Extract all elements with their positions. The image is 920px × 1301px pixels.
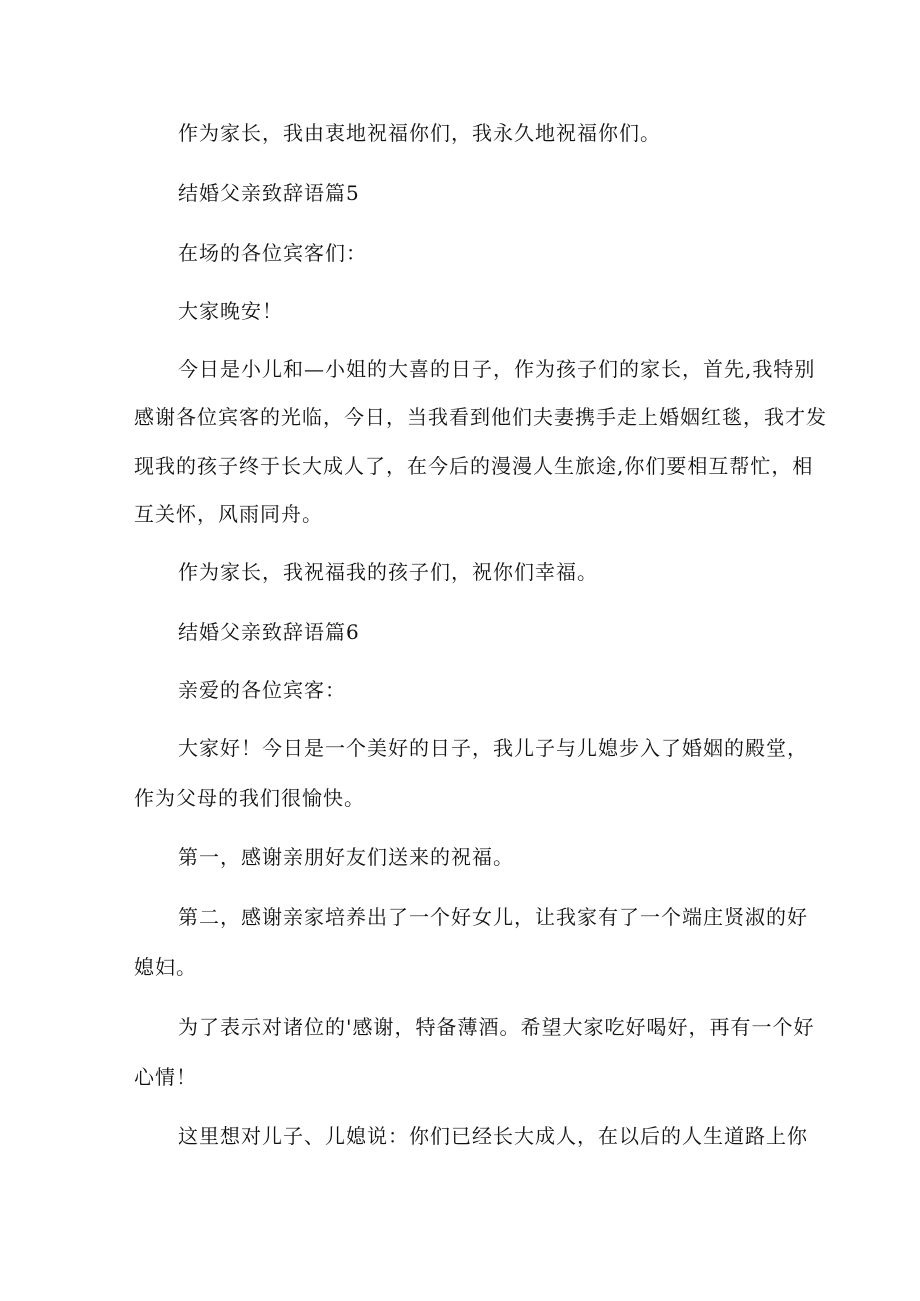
text-line: 为了表示对诸位的'感谢，特备薄酒。希望大家吃好喝好，再有一个好 [178, 1015, 815, 1039]
text-line: 亲爱的各位宾客： [178, 678, 346, 702]
text-line: 大家好！今日是一个美好的日子，我儿子与儿媳步入了婚姻的殿堂， [178, 736, 808, 760]
text-line: 今日是小儿和—小姐的大喜的日子，作为孩子们的家长，首先,我特别 [178, 357, 816, 381]
text-line: 第一，感谢亲朋好友们送来的祝福。 [178, 845, 514, 869]
text-line: 感谢各位宾客的光临，今日，当我看到他们夫妻携手走上婚姻红毯，我才发 [134, 405, 827, 429]
text-line: 作为家长，我祝福我的孩子们，祝你们幸福。 [178, 560, 598, 584]
text-line: 媳妇。 [134, 955, 197, 979]
text-line: 心情！ [134, 1065, 197, 1089]
text-line: 互关怀，风雨同舟。 [134, 502, 323, 526]
section-heading: 结婚父亲致辞语篇5 [178, 181, 360, 205]
text-line: 现我的孩子终于长大成人了，在今后的漫漫人生旅途,你们要相互帮忙，相 [134, 454, 814, 478]
section-heading: 结婚父亲致辞语篇6 [178, 620, 360, 644]
text-line: 作为父母的我们很愉快。 [134, 786, 365, 810]
text-line: 作为家长，我由衷地祝福你们，我永久地祝福你们。 [178, 121, 661, 145]
text-line: 大家晚安！ [178, 299, 283, 323]
text-line: 第二，感谢亲家培养出了一个好女儿，让我家有了一个端庄贤淑的好 [178, 905, 808, 929]
text-line: 这里想对儿子、儿媳说：你们已经长大成人，在以后的人生道路上你 [178, 1124, 808, 1148]
text-line: 在场的各位宾客们： [178, 241, 367, 265]
